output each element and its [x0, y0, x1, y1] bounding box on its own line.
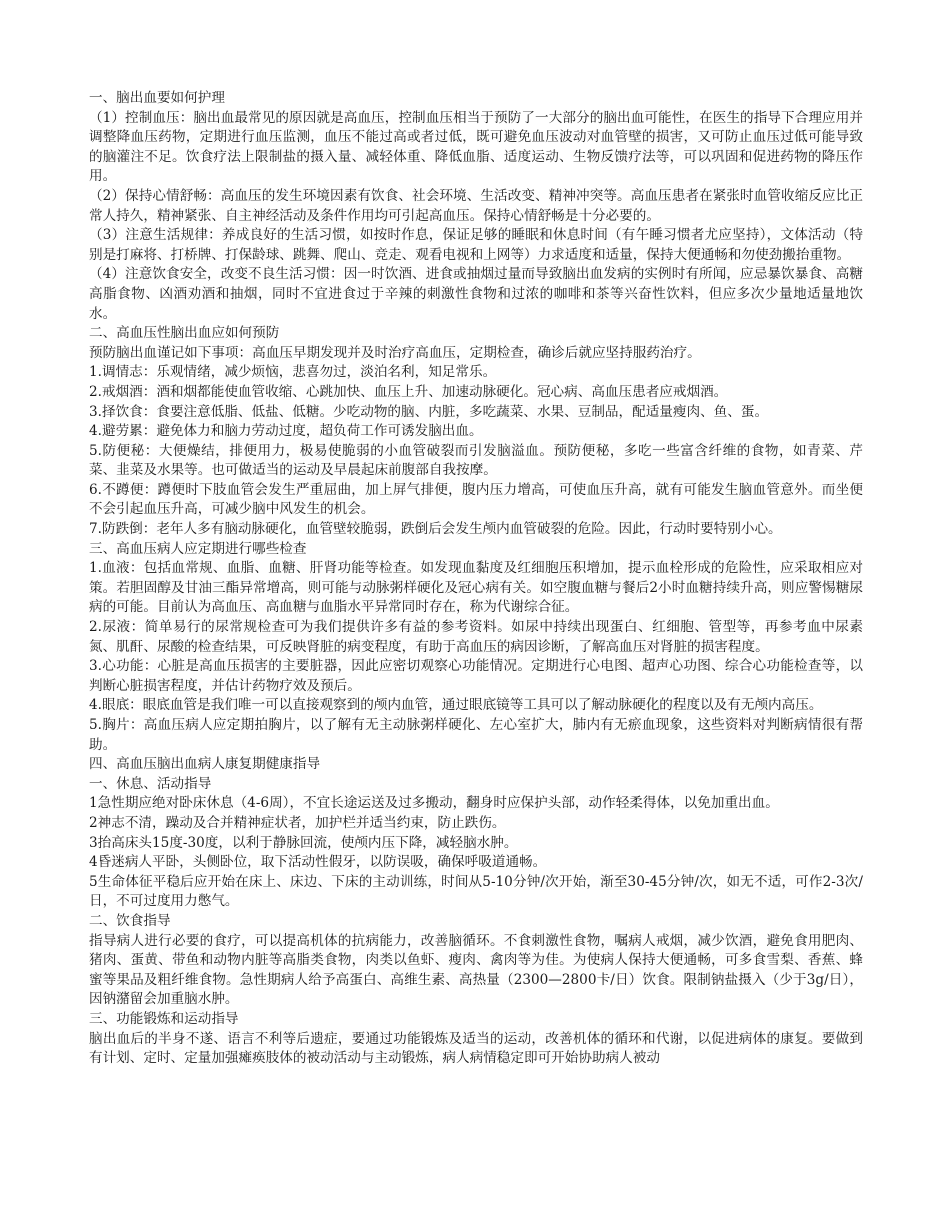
paragraph: 3.择饮食：食要注意低脂、低盐、低糖。少吃动物的脑、内脏，多吃蔬菜、水果、豆制品，配适量瘦肉、鱼、蛋。	[89, 403, 769, 420]
paragraph: 脑出血后的半身不遂、语言不利等后遗症，要通过功能锻炼及适当的运动，改善机体的循环和代谢，以促进病体的康复。要做到有计划、定时、定量加强瘫痪肢体的被动活动与主动锻炼，病人病情稳定即可开始协助病人被动	[89, 1030, 863, 1067]
paragraph: 三、功能锻炼和运动指导	[89, 1010, 239, 1027]
paragraph: 4.眼底：眼底血管是我们唯一可以直接观察到的颅内血管，通过眼底镜等工具可以了解动脉硬化的程度以及有无颅内高压。	[89, 697, 823, 714]
paragraph: 4昏迷病人平卧，头侧卧位，取下活动性假牙，以防误吸，确保呼吸道通畅。	[89, 854, 547, 871]
paragraph: 6.不蹲便：蹲便时下肢血管会发生严重屈曲，加上屏气排便，腹内压力增高，可使血压升高，就有可能发生脑血管意外。而坐便不会引起血压升高，可减少脑中风发生的机会。	[89, 481, 863, 518]
paragraph: 4.避劳累：避免体力和脑力劳动过度，超负荷工作可诱发脑出血。	[89, 423, 483, 440]
paragraph: 三、高血压病人应定期进行哪些检查	[89, 540, 307, 557]
paragraph: 5.胸片：高血压病人应定期拍胸片，以了解有无主动脉粥样硬化、左心室扩大，肺内有无瘀血现象，这些资料对判断病情很有帮助。	[89, 717, 863, 753]
paragraph: 二、饮食指导	[89, 912, 171, 929]
paragraph: 预防脑出血谨记如下事项：高血压早期发现并及时治疗高血压，定期检查，确诊后就应坚持服药治疗。	[89, 344, 701, 361]
paragraph: 1急性期应绝对卧床休息（4-6周），不宜长途运送及过多搬动，翻身时应保护头部，动作轻柔得体，以免加重出血。	[89, 795, 779, 812]
paragraph: 7.防跌倒：老年人多有脑动脉硬化，血管壁较脆弱，跌倒后会发生颅内血管破裂的危险。因此，行动时要特别小心。	[89, 521, 782, 538]
paragraph: 3.心功能：心脏是高血压损害的主要脏器，因此应密切观察心功能情况。定期进行心电图、超声心功图、综合心功能检查等，以判断心脏损害程度，并估计药物疗效及预后。	[89, 658, 863, 694]
paragraph: 2.戒烟酒：酒和烟都能使血管收缩、心跳加快、血压上升、加速动脉硬化。冠心病、高血压患者应戒烟酒。	[89, 383, 728, 400]
paragraph: 1.血液：包括血常规、血脂、血糖、肝肾功能等检查。如发现血黏度及红细胞压积增加，提示血栓形成的危险性，应采取相应对策。若胆固醇及甘油三酯异常增高，则可能与动脉粥样硬化及冠心病有关。如空腹血糖与餐后2小时血糖持续升高，则应警惕糖尿病的可能。目前认为高血压、高血糖与血脂水平异常同时存在，称为代谢综合征。	[89, 560, 863, 616]
paragraph: 四、高血压脑出血病人康复期健康指导	[89, 756, 321, 773]
paragraph: 1.调情志：乐观情绪，减少烦恼，悲喜勿过，淡泊名利，知足常乐。	[89, 364, 497, 381]
paragraph: （1）控制血压：脑出血最常见的原因就是高血压，控制血压相当于预防了一大部分的脑出血可能性，在医生的指导下合理应用并调整降血压药物，定期进行血压监测，血压不能过高或者过低，既可避免血压波动对血管壁的损害，又可防止血压过低可能导致的脑灌注不足。饮食疗法上限制盐的摄入量、减轻体重、降低血脂、适度运动、生物反馈疗法等，可以巩固和促进药物的降压作用。	[89, 109, 863, 185]
paragraph: 3抬高床头15度-30度，以利于静脉回流，使颅内压下降，减轻脑水肿。	[89, 834, 518, 851]
paragraph: 指导病人进行必要的食疗，可以提高机体的抗病能力，改善脑循环。不食刺激性食物，嘱病人戒烟，减少饮酒，避免食用肥肉、猪肉、蛋黄、带鱼和动物内脏等高脂类食物，肉类以鱼虾、瘦肉、禽肉等为佳。为使病人保持大便通畅，可多食雪梨、香蕉、蜂蜜等果品及粗纤维食物。急性期病人给予高蛋白、高维生素、高热量（2300—2800卡/日）饮食。限制钠盐摄入（少于3g/日），因钠潴留会加重脑水肿。	[89, 932, 863, 1008]
document-page	[89, 89, 863, 1069]
paragraph: （3）注意生活规律：养成良好的生活习惯，如按时作息，保证足够的睡眠和休息时间（有午睡习惯者尤应坚持），文体活动（特别是打麻将、打桥牌、打保龄球、跳舞、爬山、竞走、观看电视和上网等）力求适度和适量，保持大便通畅和勿使劲搬抬重物。	[89, 227, 863, 263]
paragraph: 5.防便秘：大便燥结，排便用力，极易使脆弱的小血管破裂而引发脑溢血。预防便秘，多吃一些富含纤维的食物，如青菜、芹菜、韭菜及水果等。也可做适当的运动及早晨起床前腹部自我按摩。	[89, 442, 863, 479]
paragraph: （4）注意饮食安全，改变不良生活习惯：因一时饮酒、进食或抽烟过量而导致脑出血发病的实例时有所闻，应忌暴饮暴食、高糖高脂食物、凶酒劝酒和抽烟，同时不宜进食过于辛辣的刺激性食物和过浓的咖啡和茶等兴奋性饮料，但应多次少量地适量地饮水。	[89, 266, 863, 322]
paragraph: 一、脑出血要如何护理	[89, 90, 225, 106]
paragraph: 5生命体征平稳后应开始在床上、床边、下床的主动训练，时间从5-10分钟/次开始，渐至30-45分钟/次，如无不适，可作2-3次/日，不可过度用力憋气。	[89, 873, 863, 910]
paragraph: 二、高血压性脑出血应如何预防	[89, 325, 280, 342]
paragraph: 2神志不清，躁动及合并精神症状者，加护栏并适当约束，防止跌伤。	[89, 814, 506, 831]
paragraph: 2.尿液：简单易行的尿常规检查可为我们提供许多有益的参考资料。如尿中持续出现蛋白、红细胞、管型等，再参考血中尿素氮、肌酐、尿酸的检查结果，可反映肾脏的病变程度，有助于高血压的病因诊断，了解高血压对肾脏的损害程度。	[89, 619, 863, 655]
paragraph: （2）保持心情舒畅：高血压的发生环境因素有饮食、社会环境、生活改变、精神冲突等。高血压患者在紧张时血管收缩反应比正常人持久，精神紧张、自主神经活动及条件作用均可引起高血压。保持心情舒畅是十分必要的。	[89, 187, 863, 224]
paragraph: 一、休息、活动指导	[89, 775, 212, 792]
